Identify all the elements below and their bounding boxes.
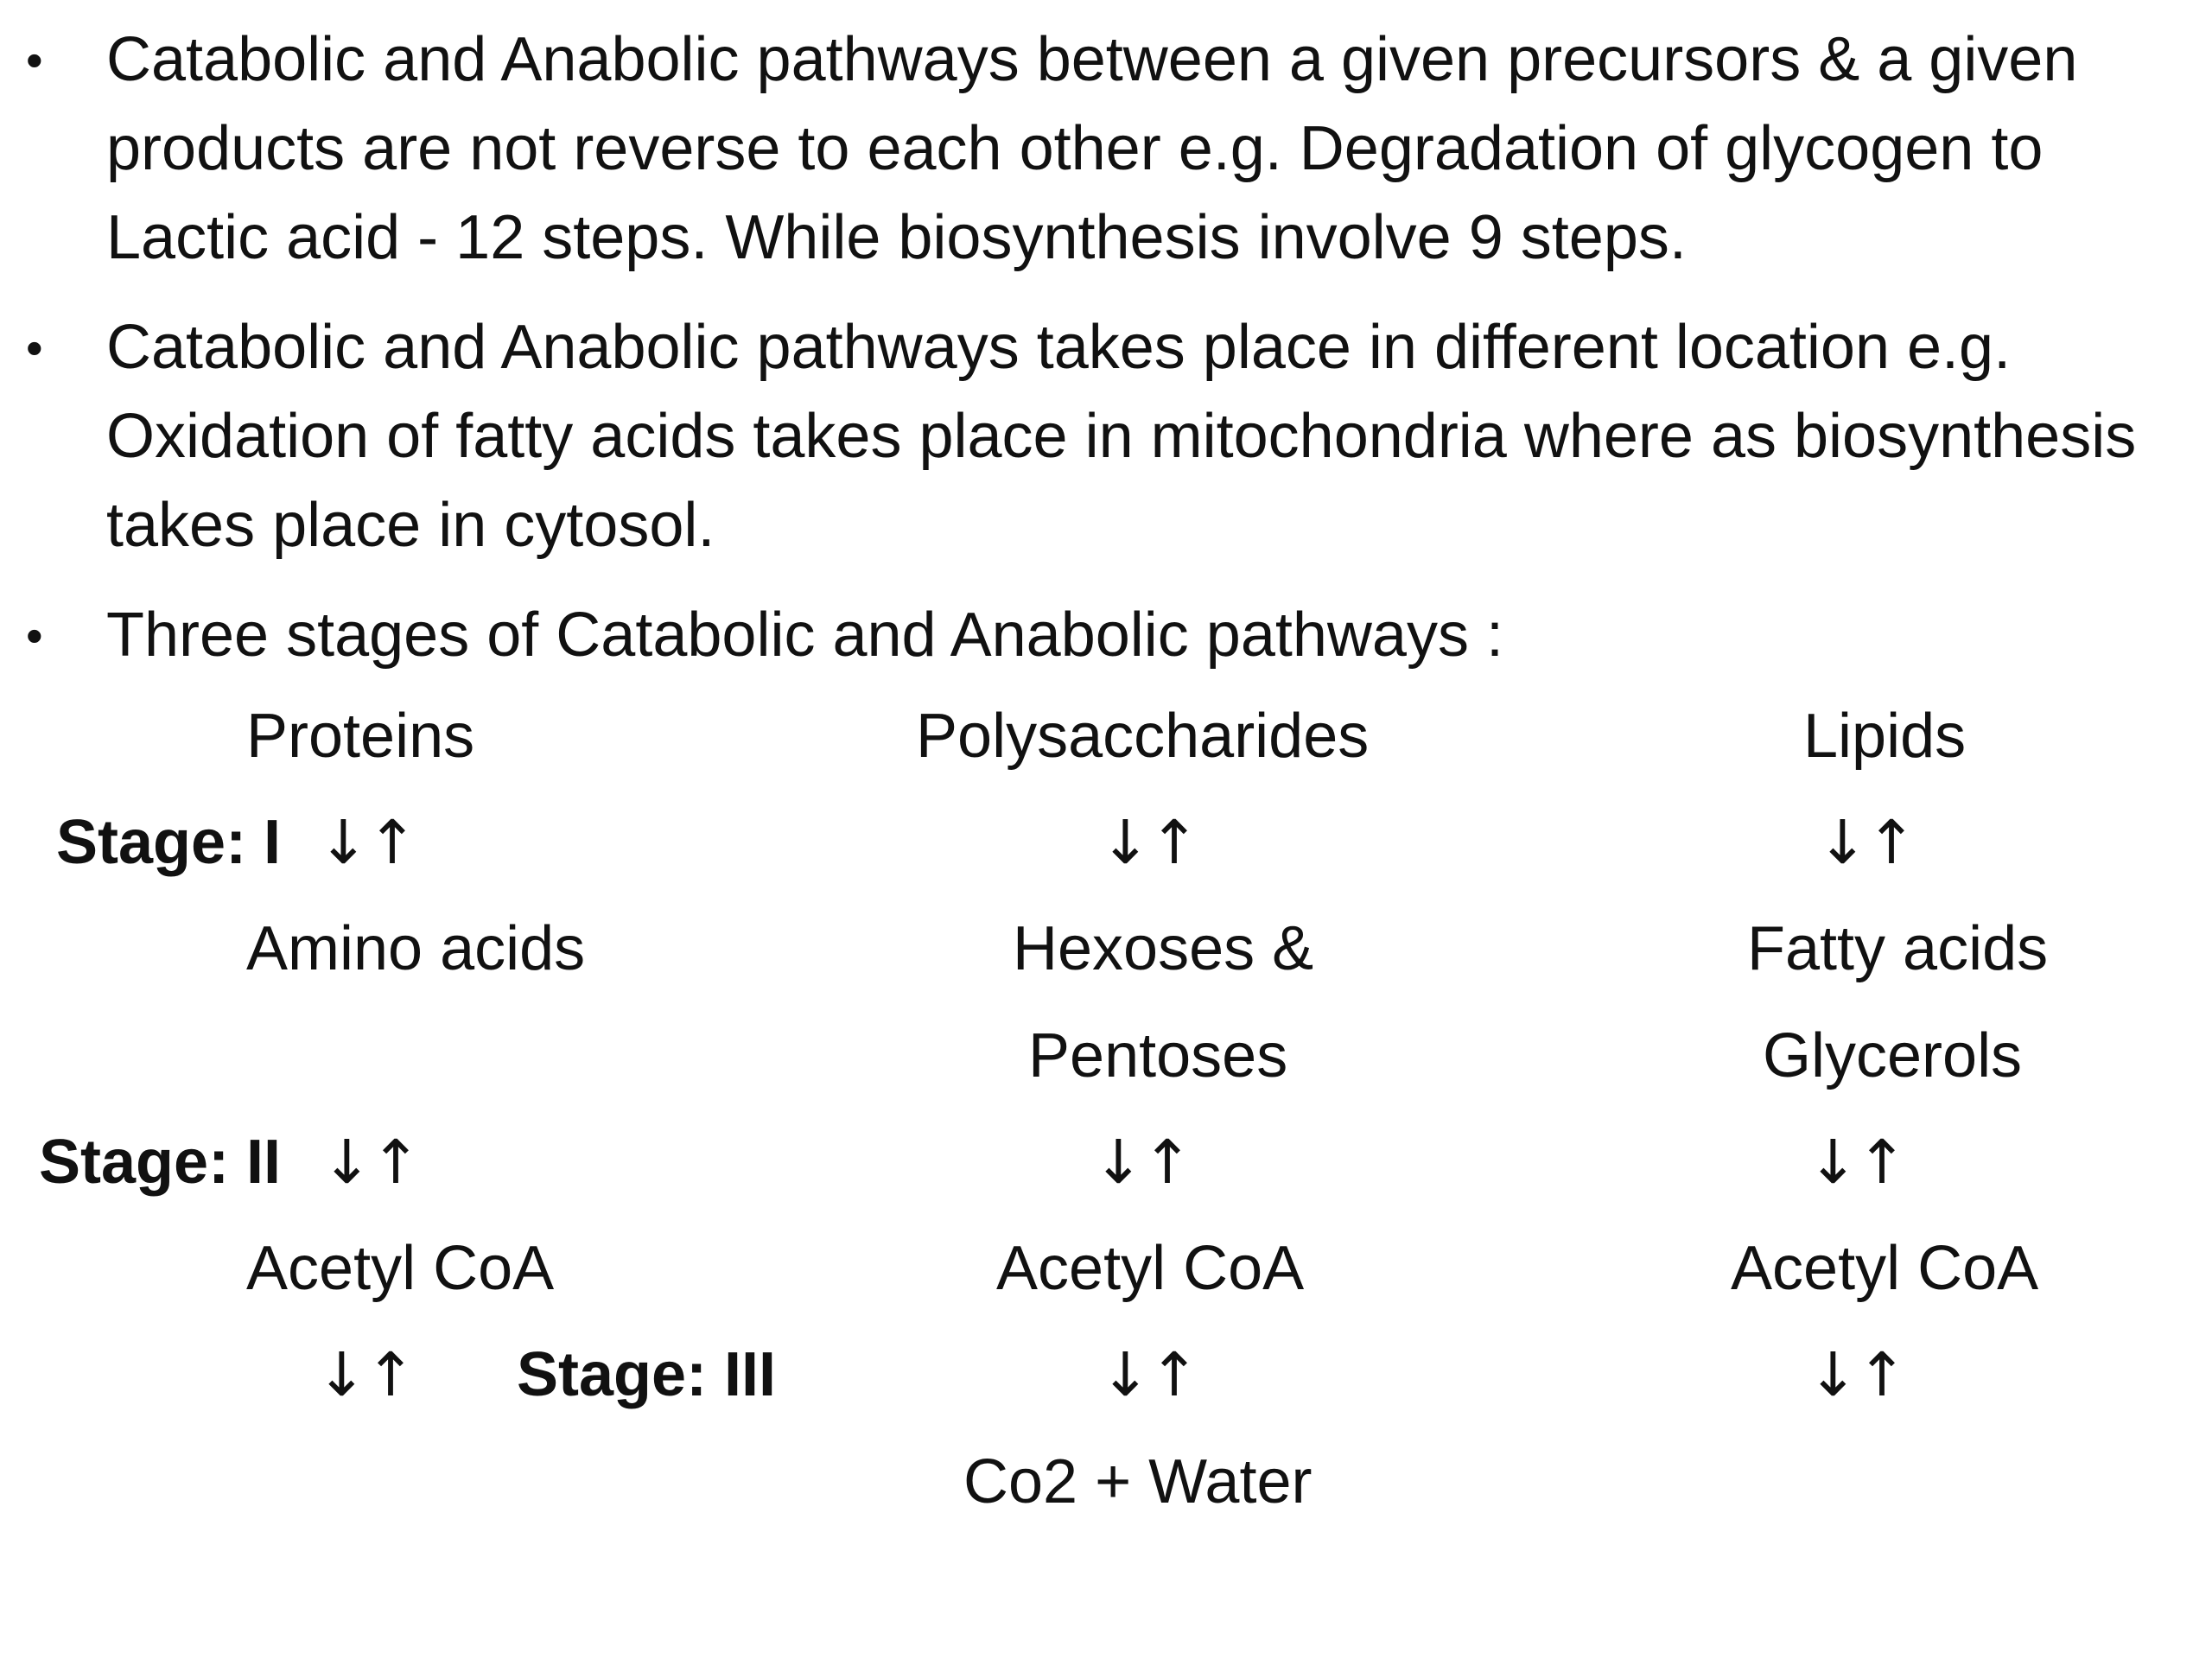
polysaccharides-stage3-arrows: ↓↑ [1100,1339,1198,1410]
proteins-stage3-arrows: ↓↑ [316,1339,415,1410]
bullet-text: Catabolic and Anabolic pathways takes place in different location e.g. Oxidation of fatty acids takes place in mitochondria where as biosynthesis takes place in cytosol. [106,313,2137,560]
bullet-marker: • [26,608,43,663]
fatty-acids-label: Fatty acids [1747,914,2049,983]
lipids-label: Lipids [1803,702,1967,771]
proteins-stage2-arrows: ↓↑ [321,1127,420,1198]
proteins-acetyl-coa-label: Acetyl CoA [246,1234,555,1303]
lipids-stage3-arrows: ↓↑ [1808,1339,1906,1410]
polysaccharides-acetyl-coa-label: Acetyl CoA [996,1234,1305,1303]
amino-acids-label: Amino acids [246,914,586,983]
stage-3-label: Stage: III [517,1340,777,1409]
stage-1-label: Stage: I [56,808,282,877]
polysaccharides-stage1-arrows: ↓↑ [1100,807,1198,878]
bullet-text: Catabolic and Anabolic pathways between a given precursors & a given products are not reverse to each other e.g. Degradation of glycogen to Lactic acid - 12 steps. While biosynthesis involve 9 steps. [106,25,2078,272]
polysaccharides-stage2-arrows: ↓↑ [1093,1127,1192,1198]
hexoses-label: Hexoses & [1013,914,1314,983]
glycerols-label: Glycerols [1763,1021,2023,1090]
bullet-marker: • [26,321,43,375]
proteins-label: Proteins [246,702,475,771]
lipids-stage2-arrows: ↓↑ [1808,1127,1906,1198]
pentoses-label: Pentoses [1028,1021,1288,1090]
lipids-acetyl-coa-label: Acetyl CoA [1731,1234,2039,1303]
co2-water-label: Co2 + Water [963,1447,1313,1516]
proteins-stage1-arrows: ↓↑ [318,807,416,878]
stage-2-label: Stage: II [39,1128,282,1197]
bullet-marker: • [26,33,43,87]
polysaccharides-label: Polysaccharides [916,702,1370,771]
lipids-stage1-arrows: ↓↑ [1817,807,1916,878]
bullet-text: Three stages of Catabolic and Anabolic pathways : [106,601,1503,670]
